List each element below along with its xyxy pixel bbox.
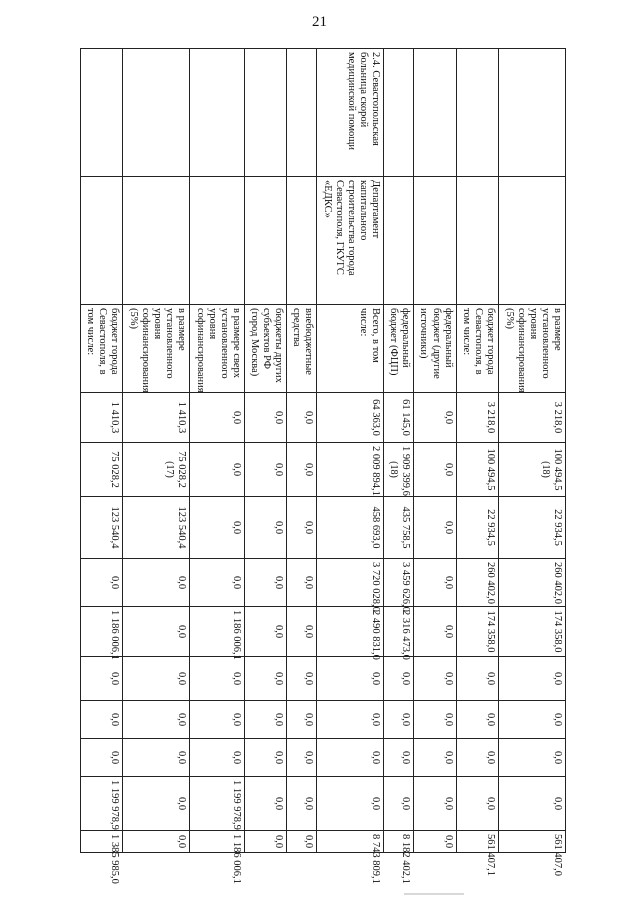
value-text: 0,0 — [303, 410, 315, 425]
value-cell — [384, 777, 414, 831]
value-cell — [81, 831, 123, 884]
object-cell — [190, 49, 245, 177]
object-cell — [414, 49, 456, 177]
value-text: 0,0 — [400, 712, 412, 727]
value-text: 0,0 — [176, 834, 188, 849]
value-text: 3 218,0 — [552, 401, 563, 434]
value-cell — [123, 831, 190, 853]
value-cell — [123, 739, 190, 777]
value-cell — [190, 393, 245, 443]
value-cell — [384, 739, 414, 777]
object-cell — [456, 49, 498, 177]
value-text: 0,0 — [231, 712, 243, 727]
value-cell — [456, 497, 498, 559]
value-text: 123 540,4 — [109, 506, 121, 549]
value-cell — [245, 831, 287, 853]
value-cell — [414, 559, 456, 607]
value-cell — [384, 607, 414, 660]
value-text: 0,0 — [484, 796, 496, 811]
value-cell — [456, 701, 498, 739]
executor-cell — [123, 177, 190, 305]
table-row — [498, 49, 565, 853]
page-number: 21 — [312, 14, 327, 30]
value-text: 0,0 — [176, 796, 188, 811]
value-text: 0,0 — [231, 410, 243, 425]
funding-source-cell: Всего, в том числе: — [317, 305, 384, 393]
table-row — [123, 49, 190, 853]
value-cell — [245, 739, 287, 777]
value-cell — [498, 701, 565, 739]
value-text: 0,0 — [442, 520, 454, 535]
value-text: 0,0 — [109, 712, 121, 727]
value-text: 0,0 — [109, 750, 121, 765]
funding-source-cell: федеральный бюджет (другие источники) — [414, 305, 456, 393]
value-cell — [123, 607, 190, 657]
value-cell — [123, 497, 190, 559]
value-text: 0,0 — [484, 712, 496, 727]
object-cell: 2.4. Севастопольская больница скорой медицинской помощи — [317, 49, 384, 177]
value-cell — [414, 657, 456, 701]
value-text: 0,0 — [109, 575, 121, 590]
value-cell — [384, 393, 414, 443]
value-cell — [498, 657, 565, 701]
value-cell — [414, 739, 456, 777]
value-text: 0,0 — [370, 671, 382, 686]
value-text: 435 758,5 — [400, 506, 412, 549]
value-text: 8 743 809,1 — [370, 834, 382, 884]
funding-source-cell: в размере сверх установленного уровня софинансирования — [190, 305, 245, 393]
value-cell — [384, 497, 414, 559]
value-text: 22 934,5 — [484, 509, 496, 546]
executor-cell — [287, 177, 317, 305]
value-text: 22 934,5 — [552, 509, 563, 546]
funding-source-cell: внебюджетные средства — [287, 305, 317, 393]
executor-cell — [81, 177, 123, 305]
table-row — [317, 49, 384, 853]
value-text: 0,0 — [442, 671, 454, 686]
value-cell — [190, 777, 245, 831]
value-text: 0,0 — [442, 834, 454, 849]
value-text: 0,0 — [231, 671, 243, 686]
value-text: 0,0 — [273, 712, 285, 727]
value-cell — [287, 497, 317, 559]
value-text: 1 410,3 — [109, 401, 121, 434]
value-text: 0,0 — [176, 671, 188, 686]
value-text: 0,0 — [442, 750, 454, 765]
value-cell — [498, 443, 565, 497]
value-cell — [414, 393, 456, 443]
value-cell — [245, 497, 287, 559]
value-cell — [317, 831, 384, 884]
value-text: 0,0 — [552, 796, 563, 811]
value-cell — [123, 559, 190, 607]
value-cell — [384, 559, 414, 612]
value-text: 1 186 006,1 — [231, 610, 243, 660]
value-text: 0,0 — [273, 575, 285, 590]
value-cell — [81, 607, 123, 660]
value-cell — [414, 443, 456, 497]
executor-cell — [498, 177, 565, 305]
value-cell — [414, 497, 456, 559]
value-cell — [81, 777, 123, 831]
table-row — [245, 49, 287, 853]
value-cell — [317, 393, 384, 443]
footnote-mark: (18) — [388, 461, 400, 478]
value-cell — [317, 559, 384, 612]
value-text: 0,0 — [442, 796, 454, 811]
table-row — [414, 49, 456, 853]
value-text: 0,0 — [273, 834, 285, 849]
value-text: 0,0 — [442, 462, 454, 477]
value-text: 0,0 — [370, 796, 382, 811]
value-cell — [81, 739, 123, 777]
value-text: 0,0 — [176, 750, 188, 765]
executor-cell — [414, 177, 456, 305]
value-text: 0,0 — [400, 671, 412, 686]
value-cell — [317, 443, 384, 497]
value-text: 2 316 473,0 — [400, 610, 412, 660]
value-text: 0,0 — [109, 671, 121, 686]
value-cell — [317, 657, 384, 701]
value-cell — [245, 607, 287, 657]
value-text: 0,0 — [273, 671, 285, 686]
value-cell — [456, 777, 498, 831]
value-text: 0,0 — [273, 750, 285, 765]
value-cell — [245, 777, 287, 831]
value-text: 0,0 — [273, 520, 285, 535]
value-cell — [414, 607, 456, 657]
value-cell — [81, 443, 123, 497]
value-text: 0,0 — [273, 462, 285, 477]
value-cell — [287, 559, 317, 607]
value-text: 75 028,2 — [109, 451, 121, 488]
value-cell — [317, 739, 384, 777]
value-text: 1 909 399,6 — [400, 446, 412, 496]
value-cell — [456, 393, 498, 443]
value-cell — [190, 657, 245, 701]
value-text: 0,0 — [303, 462, 315, 477]
value-cell — [498, 559, 565, 607]
value-text: 1 199 978,9 — [231, 780, 243, 830]
value-cell — [123, 701, 190, 739]
value-cell — [190, 497, 245, 559]
value-text: 0,0 — [303, 796, 315, 811]
value-text: 1 199 978,9 — [109, 780, 121, 830]
table-body — [81, 49, 566, 884]
value-cell — [81, 497, 123, 559]
value-text: 0,0 — [303, 671, 315, 686]
funding-source-cell: бюджет города Севастополя, в том числе: — [81, 305, 123, 393]
value-text: 0,0 — [484, 750, 496, 765]
value-cell — [287, 777, 317, 831]
value-text: 0,0 — [303, 750, 315, 765]
value-text: 0,0 — [303, 712, 315, 727]
value-text: 0,0 — [176, 575, 188, 590]
value-text: 0,0 — [303, 624, 315, 639]
value-text: 0,0 — [400, 796, 412, 811]
value-text: 1 410,3 — [176, 401, 188, 434]
value-cell — [456, 443, 498, 497]
executor-cell — [190, 177, 245, 305]
value-cell — [190, 559, 245, 607]
value-cell — [317, 607, 384, 660]
value-cell — [384, 701, 414, 739]
footnote-mark: (17) — [164, 461, 176, 478]
value-cell — [498, 739, 565, 777]
value-text: 0,0 — [552, 671, 563, 686]
object-cell — [81, 49, 123, 177]
executor-cell — [456, 177, 498, 305]
executor-cell — [245, 177, 287, 305]
value-cell — [81, 393, 123, 443]
value-cell — [456, 657, 498, 701]
value-text: 0,0 — [400, 750, 412, 765]
value-text: 174 358,0 — [552, 610, 563, 653]
value-text: 1 186 006,1 — [231, 834, 243, 884]
financing-table — [80, 48, 566, 884]
value-text: 0,0 — [303, 520, 315, 535]
table-row — [190, 49, 245, 853]
executor-cell: Департамент капитального строительства города Севастополя, ГКУГС «ЕДКС» — [317, 177, 384, 305]
object-cell — [287, 49, 317, 177]
value-cell — [190, 831, 245, 884]
value-text: 0,0 — [273, 410, 285, 425]
object-cell — [384, 49, 414, 177]
value-text: 260 402,0 — [484, 562, 496, 604]
value-cell — [287, 657, 317, 701]
value-cell — [190, 607, 245, 660]
object-cell — [123, 49, 190, 177]
value-cell — [287, 739, 317, 777]
value-text: 0,0 — [442, 624, 454, 639]
value-text: 0,0 — [303, 575, 315, 590]
value-cell — [123, 443, 190, 497]
value-text: 123 540,4 — [176, 506, 188, 549]
value-text: 0,0 — [231, 575, 243, 590]
footnote-mark: (18) — [539, 461, 551, 478]
rotated-table-frame — [80, 48, 566, 884]
value-text: 0,0 — [231, 750, 243, 765]
value-cell — [81, 559, 123, 607]
table-row — [287, 49, 317, 853]
value-text: 0,0 — [442, 410, 454, 425]
value-text: 0,0 — [552, 750, 563, 765]
value-cell — [456, 559, 498, 607]
value-cell — [384, 657, 414, 701]
value-cell — [384, 443, 414, 497]
funding-source-cell: в размере установленного уровня софинансирования (5%) — [498, 305, 565, 393]
value-cell — [245, 393, 287, 443]
executor-cell — [384, 177, 414, 305]
value-cell — [287, 701, 317, 739]
value-cell — [81, 701, 123, 739]
value-text: 1 385 985,0 — [109, 834, 121, 884]
value-text: 260 402,0 — [552, 562, 563, 604]
value-cell — [498, 831, 565, 876]
value-text: 0,0 — [370, 750, 382, 765]
value-text: 0,0 — [273, 624, 285, 639]
value-cell — [384, 831, 414, 884]
value-text: 8 182 402,1 — [400, 834, 412, 884]
value-text: 561 407,0 — [552, 834, 563, 876]
value-cell — [287, 607, 317, 657]
value-cell — [317, 701, 384, 739]
funding-source-cell: в размере установленного уровня софинансирования (5%) — [123, 305, 190, 393]
value-cell — [456, 607, 498, 657]
value-cell — [414, 701, 456, 739]
value-cell — [287, 831, 317, 853]
value-cell — [414, 777, 456, 831]
value-cell — [81, 657, 123, 701]
value-cell — [190, 443, 245, 497]
value-cell — [287, 443, 317, 497]
value-text: 0,0 — [176, 624, 188, 639]
value-cell — [317, 777, 384, 831]
value-text: 3 459 626,0 — [400, 562, 412, 612]
value-cell — [245, 443, 287, 497]
value-text: 100 494,5 — [552, 448, 563, 491]
value-text: 0,0 — [231, 462, 243, 477]
value-text: 3 218,0 — [484, 401, 496, 434]
value-text: 0,0 — [484, 671, 496, 686]
value-text: 0,0 — [370, 712, 382, 727]
value-cell — [498, 607, 565, 657]
value-cell — [190, 739, 245, 777]
funding-source-cell: федеральный бюджет (ФЦП) — [384, 305, 414, 393]
scan-artifact — [404, 893, 464, 895]
value-cell — [456, 739, 498, 777]
value-text: 100 494,5 — [484, 448, 496, 491]
value-text: 0,0 — [442, 575, 454, 590]
object-cell — [245, 49, 287, 177]
value-cell — [456, 831, 498, 876]
table-row — [384, 49, 414, 853]
value-text: 0,0 — [273, 796, 285, 811]
value-cell — [123, 393, 190, 443]
value-text: 64 363,0 — [370, 399, 382, 436]
funding-source-cell: бюджеты других субъектов РФ (город Москва) — [245, 305, 287, 393]
value-cell — [498, 497, 565, 559]
value-text: 3 720 028,0 — [370, 562, 382, 612]
value-text: 0,0 — [303, 834, 315, 849]
value-text: 561 407,1 — [484, 834, 496, 876]
value-cell — [414, 831, 456, 853]
table-row — [81, 49, 123, 853]
funding-source-cell: бюджет города Севастополя, в том числе: — [456, 305, 498, 393]
value-cell — [123, 657, 190, 701]
value-text: 174 358,0 — [484, 610, 496, 653]
value-cell — [498, 393, 565, 443]
value-cell — [498, 777, 565, 831]
value-cell — [123, 777, 190, 831]
value-text: 2 009 894,1 — [370, 446, 382, 496]
value-text: 0,0 — [231, 520, 243, 535]
value-cell — [317, 497, 384, 559]
value-text: 458 693,0 — [370, 506, 382, 549]
value-cell — [190, 701, 245, 739]
value-cell — [287, 393, 317, 443]
value-text: 2 490 831,0 — [370, 610, 382, 660]
value-cell — [245, 657, 287, 701]
value-text: 0,0 — [442, 712, 454, 727]
table-row — [456, 49, 498, 853]
value-text: 1 186 006,1 — [109, 610, 121, 660]
value-text: 0,0 — [176, 712, 188, 727]
value-text: 0,0 — [552, 712, 563, 727]
object-cell — [498, 49, 565, 177]
rotated-table-container — [80, 48, 566, 884]
value-cell — [245, 701, 287, 739]
value-text: 75 028,2 — [176, 451, 188, 488]
value-text: 61 145,0 — [400, 399, 412, 436]
value-cell — [245, 559, 287, 607]
